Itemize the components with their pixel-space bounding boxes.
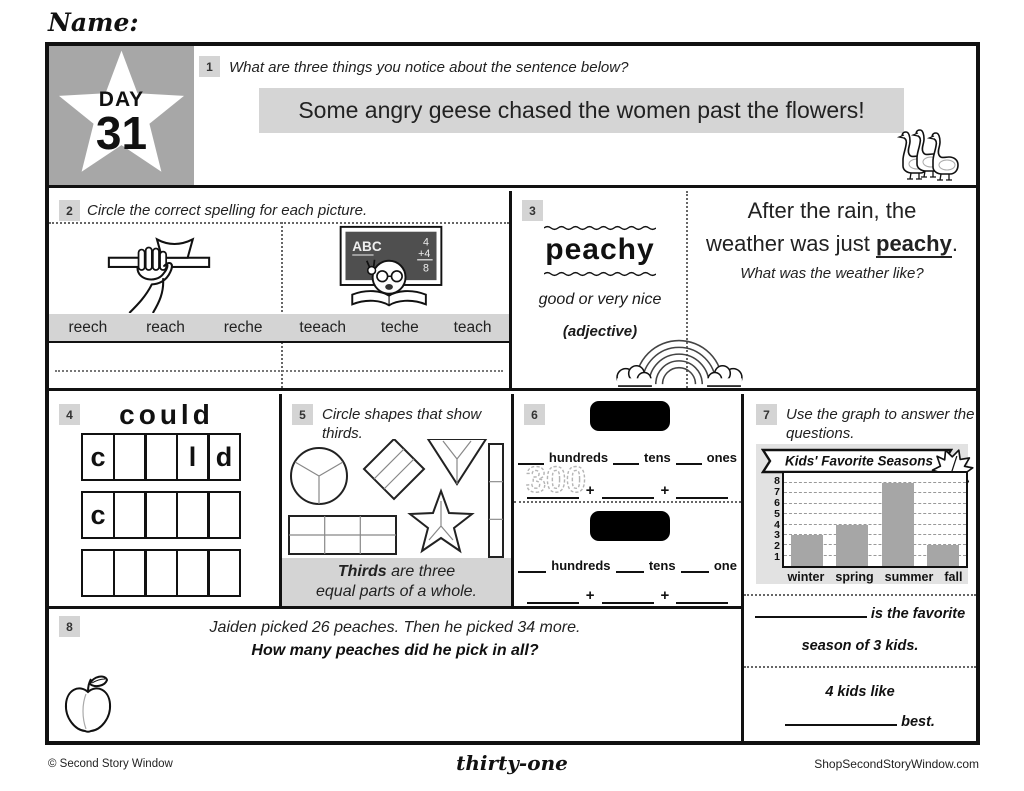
q7-prompt [786, 405, 974, 443]
teacher-chalkboard-icon [332, 223, 450, 315]
peach-icon [61, 673, 115, 737]
svg-text:ABC: ABC [352, 239, 382, 255]
q7-number-badge: 7 [756, 404, 777, 425]
q6-label-tens: tens [644, 450, 671, 465]
chart-plot-frame [782, 471, 968, 568]
q5-number-badge: 5 [292, 404, 313, 425]
q2-number-badge: 2 [59, 200, 80, 221]
letter-box [176, 549, 210, 597]
blank-line [518, 571, 546, 573]
chart-x-labels [782, 570, 968, 586]
x-tick-label: winter [787, 570, 825, 584]
q7-prompt-line2: questions. [786, 425, 855, 442]
q7-question-a-line2: season of 3 kids. [801, 638, 919, 654]
blank-line [676, 463, 702, 465]
q7-question-b-line1: 4 kids like [825, 684, 895, 700]
q8-word-problem-line2: How many peaches did he pick in all? [251, 642, 539, 659]
blank-line [602, 497, 654, 499]
spelling-option: reche [223, 318, 263, 336]
q7-qb-text: best. [897, 714, 935, 730]
row-2 [49, 191, 976, 391]
divider [281, 222, 283, 388]
letter-box [207, 549, 241, 597]
footer-copyright: © Second Story Window [48, 758, 173, 770]
divider [744, 666, 976, 668]
q5-prompt-line1: Circle shapes that show [322, 406, 482, 423]
hand-reaching-icon [101, 225, 217, 313]
q3-question: What was the weather like? [740, 265, 924, 282]
letter-box [176, 491, 210, 539]
thirds-shapes [285, 439, 507, 559]
rows-3-4 [49, 394, 976, 741]
q3-sentence-line2-pre: weather was just [706, 231, 876, 256]
q8-word-problem-line1: Jaiden picked 26 peaches. Then he picked 34 more. [209, 619, 581, 636]
divider [744, 594, 976, 596]
q2-prompt: Circle the correct spelling for each picture. [87, 202, 368, 219]
q6-label-ones: ones [706, 450, 737, 465]
q7-qa-text: is the favorite [866, 606, 966, 622]
q5-prompt-line2: thirds. [322, 425, 363, 442]
bar-winter [791, 535, 823, 566]
q3-part-of-speech: (adjective) [562, 323, 638, 340]
blank-line [527, 602, 579, 604]
blank-line [616, 571, 644, 573]
q5-note-line2: equal parts of a whole. [316, 583, 477, 600]
q4-word-title: could [119, 399, 214, 430]
y-tick-label: 7 [774, 485, 780, 498]
y-tick-label: 8 [774, 475, 780, 487]
y-tick-label: 3 [774, 529, 780, 542]
rainbow-icon [604, 328, 754, 388]
letter-box: l [176, 433, 210, 481]
svg-text:+4: +4 [418, 247, 431, 260]
x-tick-label: summer [884, 570, 934, 584]
chart-title: Kids' Favorite Seasons [784, 453, 934, 469]
q1-number-badge: 1 [199, 56, 220, 77]
q3-sentence-block [692, 198, 972, 282]
spelling-option: reech [68, 318, 108, 336]
letter-box: d [207, 433, 241, 481]
squiggle-line [544, 224, 656, 232]
section-q1 [49, 46, 976, 188]
q8-number-badge: 8 [59, 616, 80, 637]
q6-number-badge: 6 [524, 404, 545, 425]
blank-line [681, 571, 709, 573]
name-label: Name: [48, 8, 139, 37]
plus-sign: + [585, 587, 595, 604]
letter-box [81, 549, 115, 597]
q5-note-band [282, 558, 511, 606]
q4-letter-row-3 [81, 549, 241, 597]
bar-spring [836, 525, 868, 567]
q6-label-tens-2: tens [648, 558, 676, 573]
section-q5 [282, 394, 514, 609]
y-tick-label: 1 [774, 551, 780, 564]
footer-page-word: thirty-one [456, 751, 568, 775]
q3-sentence-line2 [692, 231, 972, 257]
x-tick-label: fall [944, 570, 963, 584]
q5-prompt [322, 405, 481, 443]
blank-line [676, 497, 728, 499]
spelling-option: teeach [299, 318, 346, 336]
letter-box [113, 549, 147, 597]
section-q3 [512, 191, 976, 388]
q3-sentence-line2-post: . [951, 231, 958, 256]
q6-label-one-2: one [713, 558, 737, 573]
q3-sentence-line1: After the rain, the [747, 198, 917, 223]
q5-note-rest: are three [386, 563, 456, 580]
letter-box [207, 491, 241, 539]
squiggle-line [544, 270, 656, 278]
section-q2 [49, 191, 512, 388]
divider [514, 501, 741, 503]
q6-place-value-row2 [518, 558, 737, 573]
q6-trace-number [524, 458, 596, 498]
blank-line [602, 602, 654, 604]
letter-box: c [81, 491, 115, 539]
letter-box [144, 433, 178, 481]
y-tick-label: 2 [774, 540, 780, 553]
worksheet-frame [45, 42, 980, 745]
q1-highlighted-sentence: Some angry geese chased the women past the flowers! [259, 88, 904, 133]
q4-letter-row-1 [81, 433, 241, 481]
q7-question-a-line1 [748, 606, 972, 622]
bar-summer [882, 483, 914, 566]
footer-website: ShopSecondStoryWindow.com [814, 757, 979, 771]
q7-prompt-line1: Use the graph to answer the [786, 406, 975, 423]
plus-sign: + [660, 482, 670, 499]
chart-plot [784, 483, 966, 566]
q6-hidden-number-2 [590, 511, 670, 541]
q4-letter-row-2 [81, 491, 241, 539]
q7-question-b-line2 [748, 714, 972, 730]
q1-prompt: What are three things you notice about the sentence below? [229, 59, 629, 76]
q2-right-options [282, 314, 509, 341]
plus-sign: + [660, 587, 670, 604]
y-tick-label: 5 [774, 507, 780, 520]
plus-sign: + [585, 482, 595, 499]
letter-box [144, 549, 178, 597]
bar-fall [927, 545, 959, 566]
q6-label-hundreds: hundreds [548, 450, 609, 465]
q3-sentence-bold-word: peachy [876, 231, 952, 256]
letter-box: c [81, 433, 115, 481]
q3-number-badge: 3 [522, 200, 543, 221]
section-q8 [49, 609, 744, 741]
writing-line [55, 370, 503, 372]
spelling-option: reach [146, 318, 185, 336]
letter-box [113, 491, 147, 539]
day-label: DAY [98, 88, 145, 111]
chart-panel [756, 444, 968, 584]
spelling-option: teche [380, 318, 419, 336]
blank-line [785, 724, 897, 726]
day-star-cell [49, 46, 194, 185]
svg-text:4: 4 [422, 236, 429, 249]
q3-vocab-word: peachy [545, 233, 655, 266]
chart-bars [784, 483, 966, 566]
geese-icon [896, 124, 972, 182]
spelling-option: teach [453, 318, 492, 336]
trace-300: 300 [526, 459, 587, 498]
x-tick-label: spring [835, 570, 874, 584]
y-tick-label: 4 [774, 518, 780, 531]
y-tick-label: 6 [774, 496, 780, 509]
section-q6 [514, 394, 744, 609]
section-q4 [49, 394, 282, 609]
svg-text:8: 8 [422, 262, 429, 275]
q3-definition: good or very nice [538, 291, 662, 308]
blank-line [613, 463, 639, 465]
q2-spelling-options [49, 314, 509, 343]
section-q7 [744, 394, 976, 741]
q5-note-line1 [282, 562, 511, 582]
day-number: 31 [95, 107, 148, 159]
q6-label-hundreds-2: hundreds [551, 558, 611, 573]
blank-line [755, 616, 867, 618]
letter-box [144, 491, 178, 539]
chart-y-axis [766, 475, 780, 568]
q6-expanded-form-row2 [518, 587, 737, 604]
q2-left-options [49, 314, 282, 341]
q6-hidden-number-1 [590, 401, 670, 431]
letter-box [113, 433, 147, 481]
q5-note-bold-word: Thirds [337, 563, 387, 580]
blank-line [676, 602, 728, 604]
q4-number-badge: 4 [59, 404, 80, 425]
